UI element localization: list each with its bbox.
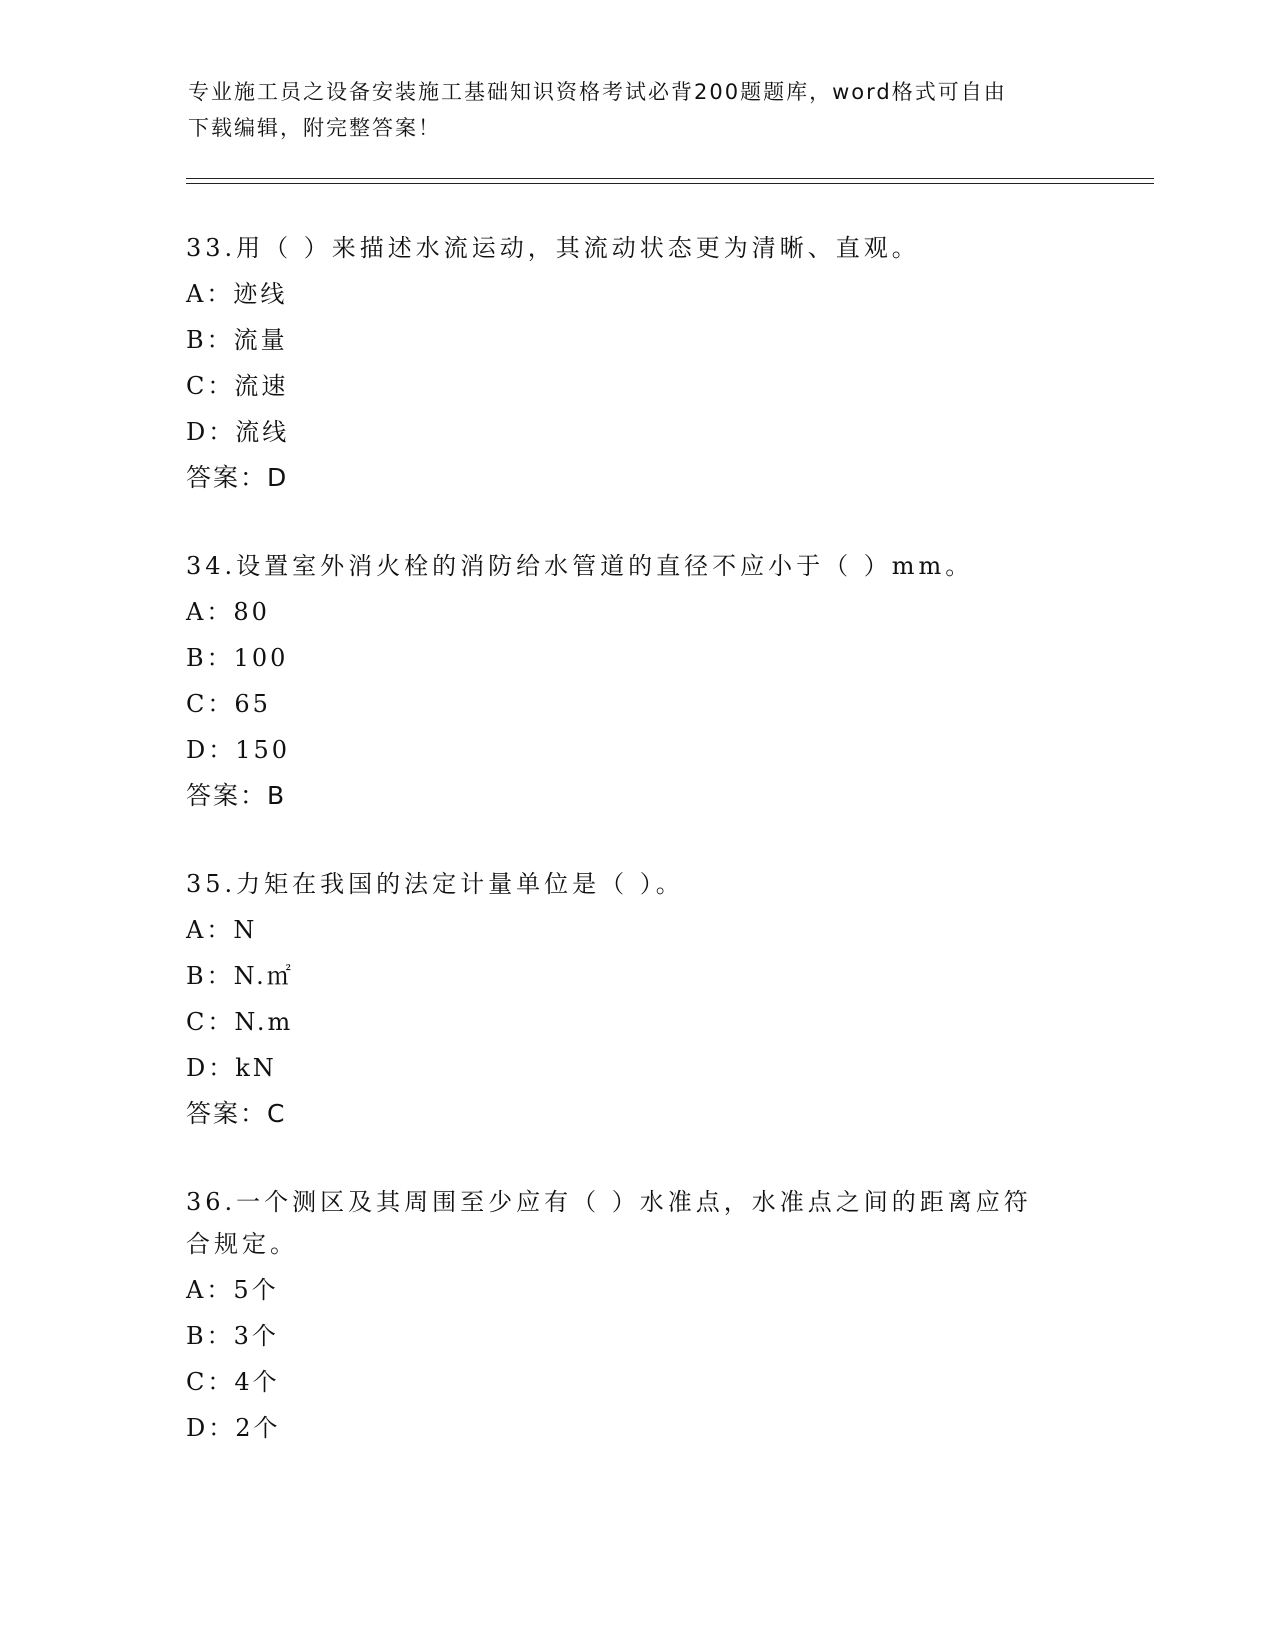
header-divider-bottom (186, 183, 1154, 184)
option-text: kN (235, 1054, 277, 1082)
option-text: 80 (233, 598, 270, 626)
question-36 (186, 1184, 1086, 1446)
header-divider-top (186, 178, 1154, 179)
option-b (186, 630, 1086, 676)
option-key: B： (186, 1322, 234, 1350)
option-d (186, 404, 1086, 450)
option-b (186, 948, 1086, 994)
option-text: N (233, 916, 258, 944)
option-text: N.㎡ (233, 962, 294, 990)
option-text: 流速 (234, 372, 289, 400)
option-a (186, 584, 1086, 630)
option-key: C： (186, 1008, 235, 1036)
question-34 (186, 548, 1086, 814)
option-key: A： (186, 280, 234, 308)
option-key: D： (186, 418, 236, 446)
document-header (188, 74, 1088, 146)
option-key: A： (186, 916, 234, 944)
option-text: 3个 (233, 1322, 279, 1350)
option-text: 2个 (235, 1414, 281, 1442)
option-key: B： (186, 644, 234, 672)
question-stem: 34.设置室外消火栓的消防给水管道的直径不应小于（ ）mm。 (186, 552, 974, 580)
question-35 (186, 866, 1086, 1132)
option-c (186, 994, 1086, 1040)
question-stem-line-1: 36.一个测区及其周围至少应有（ ）水准点，水准点之间的距离应符 (186, 1188, 1032, 1216)
option-key: D： (186, 1414, 236, 1442)
option-key: D： (186, 1054, 236, 1082)
option-a (186, 266, 1086, 312)
option-b (186, 312, 1086, 358)
option-key: C： (186, 372, 235, 400)
option-d (186, 722, 1086, 768)
option-text: 流线 (235, 418, 290, 446)
option-key: D： (186, 736, 236, 764)
option-key: A： (186, 598, 234, 626)
option-c (186, 358, 1086, 404)
answer-line: 答案：B (186, 781, 287, 810)
question-stem: 35.力矩在我国的法定计量单位是（ ）。 (186, 870, 684, 898)
option-a (186, 1262, 1086, 1308)
option-key: B： (186, 962, 234, 990)
option-c (186, 676, 1086, 722)
answer-line: 答案：C (186, 1099, 287, 1128)
option-text: 150 (235, 736, 291, 764)
option-text: 5个 (233, 1276, 279, 1304)
header-title-line-1: 专业施工员之设备安装施工基础知识资格考试必背200题题库，word格式可自由 (188, 80, 1007, 104)
option-text: N.m (234, 1008, 294, 1036)
option-text: 4个 (234, 1368, 280, 1396)
answer-line: 答案：D (186, 463, 289, 492)
option-text: 流量 (233, 326, 288, 354)
option-text: 迹线 (233, 280, 288, 308)
option-key: B： (186, 326, 234, 354)
option-text: 100 (233, 644, 289, 672)
option-d (186, 1400, 1086, 1446)
option-key: C： (186, 1368, 235, 1396)
option-key: A： (186, 1276, 234, 1304)
option-b (186, 1308, 1086, 1354)
option-d (186, 1040, 1086, 1086)
option-a (186, 902, 1086, 948)
question-33 (186, 230, 1086, 496)
option-c (186, 1354, 1086, 1400)
question-stem: 33.用（ ）来描述水流运动，其流动状态更为清晰、直观。 (186, 234, 920, 262)
header-title-line-2: 下载编辑，附完整答案！ (188, 116, 441, 140)
option-key: C： (186, 690, 235, 718)
question-stem-line-2: 合规定。 (186, 1230, 298, 1258)
option-text: 65 (234, 690, 271, 718)
